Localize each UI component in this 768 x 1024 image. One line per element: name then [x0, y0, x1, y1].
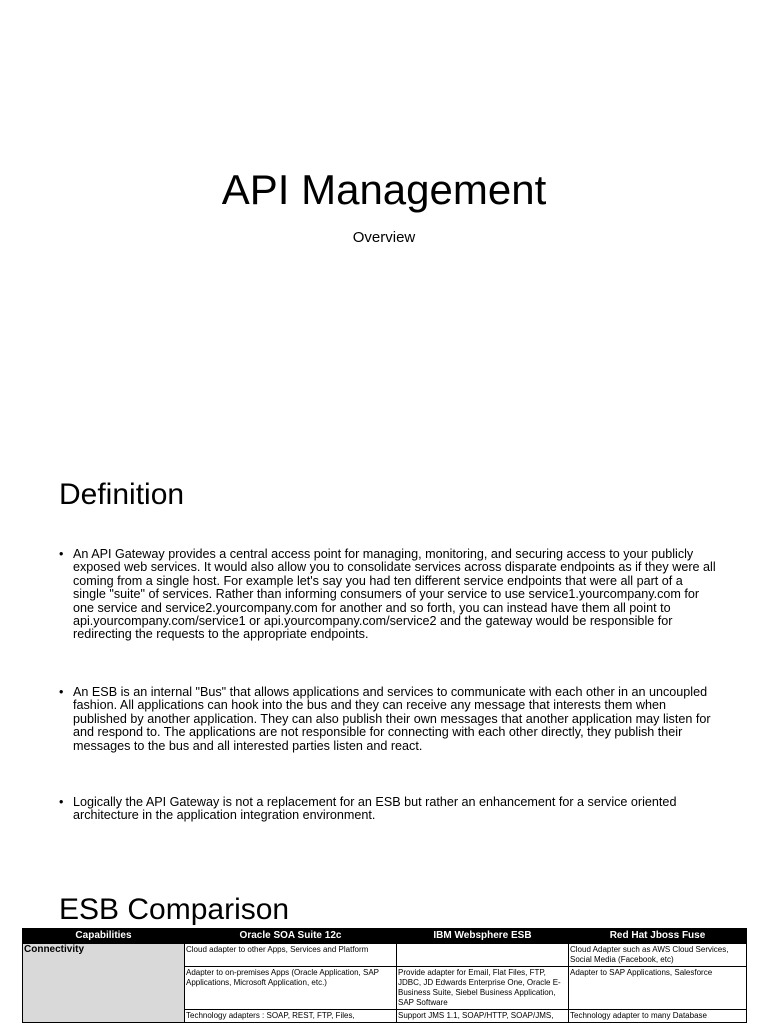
- bullet-api-gateway: • An API Gateway provides a central access point for managing, monitoring, and securing access to your publicly exposed web services. It would also allow you to consolidate services across disparate endpoints as if they were all coming from a single host. For example let's say you had ten different service endpoints that were all part of a single "suite" of services. Rather than informing consumers of your service to use service1.yourcompany.com for one service and service2.yourcompany.com for another and so forth, you can instead have them all point to api.yourcompany.com/service1 or api.yourcompany.com/service2 and the gateway would be responsible for redirecting the requests to the appropriate endpoints.: [59, 548, 719, 642]
- table-cell: Technology adapter to many Database: [569, 1010, 747, 1023]
- table-cell: Adapter to on-premises Apps (Oracle Application, SAP Applications, Microsoft Application, etc.): [185, 967, 397, 1010]
- table-row: [23, 944, 747, 967]
- header-redhat: Red Hat Jboss Fuse: [569, 929, 747, 944]
- table-cell: Adapter to SAP Applications, Salesforce: [569, 967, 747, 1010]
- table-cell: [397, 944, 569, 967]
- slide-title: API Management: [221, 166, 547, 213]
- table-cell: Support JMS 1.1, SOAP/HTTP, SOAP/JMS,: [397, 1010, 569, 1023]
- table-cell: Technology adapters : SOAP, REST, FTP, Files,: [185, 1010, 397, 1023]
- esb-comparison-heading: ESB Comparison: [59, 893, 290, 926]
- definition-bullet-list: [59, 796, 719, 823]
- header-oracle: Oracle SOA Suite 12c: [185, 929, 397, 944]
- header-ibm: IBM Websphere ESB: [397, 929, 569, 944]
- definition-bullet-list: [59, 686, 719, 753]
- header-capabilities: Capabilities: [23, 929, 185, 944]
- table-cell: Cloud adapter to other Apps, Services and Platform: [185, 944, 397, 967]
- table-cell: Provide adapter for Email, Flat Files, FTP, JDBC, JD Edwards Enterprise One, Oracle E-Business Suite, Siebel Business Application, SAP Software: [397, 967, 569, 1010]
- esb-comparison-table: [22, 928, 747, 1023]
- definition-bullet-list: [59, 548, 719, 642]
- table-cell: Cloud Adapter such as AWS Cloud Services, Social Media (Facebook, etc): [569, 944, 747, 967]
- table-header-row: [23, 929, 747, 944]
- capability-cell: Connectivity: [23, 944, 185, 1023]
- bullet-logical: • Logically the API Gateway is not a replacement for an ESB but rather an enhancement for a service oriented architecture in the application integration environment.: [59, 796, 719, 823]
- bullet-esb: • An ESB is an internal "Bus" that allows applications and services to communicate with each other in an uncoupled fashion. All applications can hook into the bus and they can receive any message that interests them when published by another application. They can also publish their own messages that another application may listen for and respond to. The applications are not responsible for connecting with each other directly, they publish their messages to the bus and all interested parties listen and react.: [59, 686, 719, 753]
- definition-heading: Definition: [59, 478, 185, 511]
- slide-subtitle: Overview: [352, 229, 416, 246]
